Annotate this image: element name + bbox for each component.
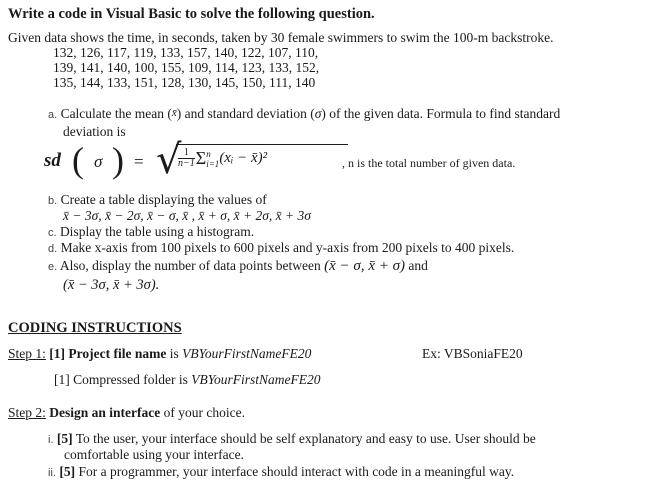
list-marker: ii.	[48, 467, 56, 479]
step-2-label: Step 2:	[8, 405, 46, 420]
range-one-sigma: (x̄ − σ, x̄ + σ)	[324, 258, 406, 274]
sum-lower: i=1	[206, 158, 220, 169]
sigma-symbol: σ	[314, 106, 322, 121]
item-points: [5]	[56, 431, 73, 446]
list-marker: b.	[48, 195, 58, 207]
data-line: 139, 141, 140, 100, 155, 109, 114, 123, 133, 152,	[53, 60, 320, 75]
step-2-item-ii	[48, 464, 514, 480]
sum-upper: n	[206, 148, 211, 159]
sd-label: sd	[44, 150, 61, 171]
question-e	[48, 258, 428, 275]
step-1-folder	[54, 372, 321, 388]
question-a-line2: deviation is	[63, 124, 126, 139]
question-c-text: Display the table using a histogram.	[59, 224, 255, 239]
range-three-sigma: (x̄ − 3σ, x̄ + 3σ).	[63, 277, 160, 293]
step-2-rest: of your choice.	[160, 405, 245, 420]
question-a-text-mid: ) and standard deviation (	[176, 106, 315, 121]
question-b-values: x̄ − 3σ, x̄ − 2σ, x̄ − σ, x̄ , x̄ + σ, x̄ + 2σ, x̄ + 3σ	[63, 208, 311, 223]
coding-heading: CODING INSTRUCTIONS	[8, 320, 182, 336]
step-2	[8, 405, 245, 421]
question-a-text-after: ) of the given data. Formula to find standard	[321, 106, 561, 121]
item-text: To the user, your interface should be self explanatory and easy to use. User should be	[72, 431, 536, 446]
intro-text: Given data shows the time, in seconds, taken by 30 female swimmers to swim the 100-m backstroke.	[8, 30, 554, 45]
list-marker: c.	[48, 227, 57, 239]
sum-limits	[206, 149, 219, 169]
list-marker: d.	[48, 243, 58, 255]
fraction	[178, 148, 195, 169]
step-1-points: [1] Project file name	[49, 346, 167, 361]
project-file-name: VBYourFirstNameFE20	[182, 346, 312, 361]
sum-symbol: Σ	[195, 148, 207, 168]
fraction-denominator: n−1	[178, 158, 195, 170]
item-points: [5]	[59, 464, 76, 479]
data-line: 135, 144, 133, 151, 128, 130, 145, 150, 111, 140	[53, 75, 316, 90]
formula-sigma: σ	[94, 152, 103, 171]
radicand	[178, 148, 267, 169]
question-d	[48, 240, 514, 256]
step-1	[8, 346, 311, 362]
step-1-label: Step 1:	[8, 346, 46, 361]
question-e-text: Also, display the number of data points between	[59, 258, 325, 273]
fraction-numerator: 1	[178, 148, 195, 159]
question-b	[48, 192, 267, 208]
step-2-item-i-line2: comfortable using your interface.	[64, 447, 244, 462]
question-a-text: Calculate the mean (	[60, 106, 172, 121]
question-a	[48, 106, 560, 122]
list-marker: e.	[48, 261, 58, 273]
sqrt-icon: √	[156, 137, 182, 183]
list-marker: i.	[48, 434, 54, 446]
sqrt-bar	[176, 144, 348, 145]
std-dev-formula	[44, 137, 604, 190]
equals-sign: =	[134, 152, 144, 171]
and-text: and	[405, 258, 428, 273]
left-paren: (	[72, 140, 84, 180]
page-title: Write a code in Visual Basic to solve the following question.	[8, 6, 375, 22]
data-line: 132, 126, 117, 119, 133, 157, 140, 122, 107, 110,	[53, 45, 319, 60]
list-marker: a.	[48, 109, 58, 121]
right-paren: )	[112, 140, 124, 180]
step-1-is: is	[166, 346, 183, 361]
question-c	[48, 224, 254, 240]
formula-note: , n is the total number of given data.	[342, 156, 516, 170]
question-b-text: Create a table displaying the values of	[60, 192, 267, 207]
step-2-bold: Design an interface	[49, 405, 161, 420]
item-text: For a programmer, your interface should interact with code in a meaningful way.	[75, 464, 515, 479]
folder-name: VBYourFirstNameFE20	[191, 372, 321, 387]
example-name: Ex: VBSoniaFE20	[422, 346, 523, 361]
sum-term: (xᵢ − x̄)²	[219, 150, 268, 166]
question-d-text: Make x-axis from 100 pixels to 600 pixels and y-axis from 200 pixels to 400 pixels.	[60, 240, 515, 255]
step-2-item-i	[48, 431, 536, 447]
data-values	[53, 45, 319, 90]
mean-symbol: x̄	[171, 107, 177, 119]
folder-prefix: [1] Compressed folder is	[54, 372, 192, 387]
